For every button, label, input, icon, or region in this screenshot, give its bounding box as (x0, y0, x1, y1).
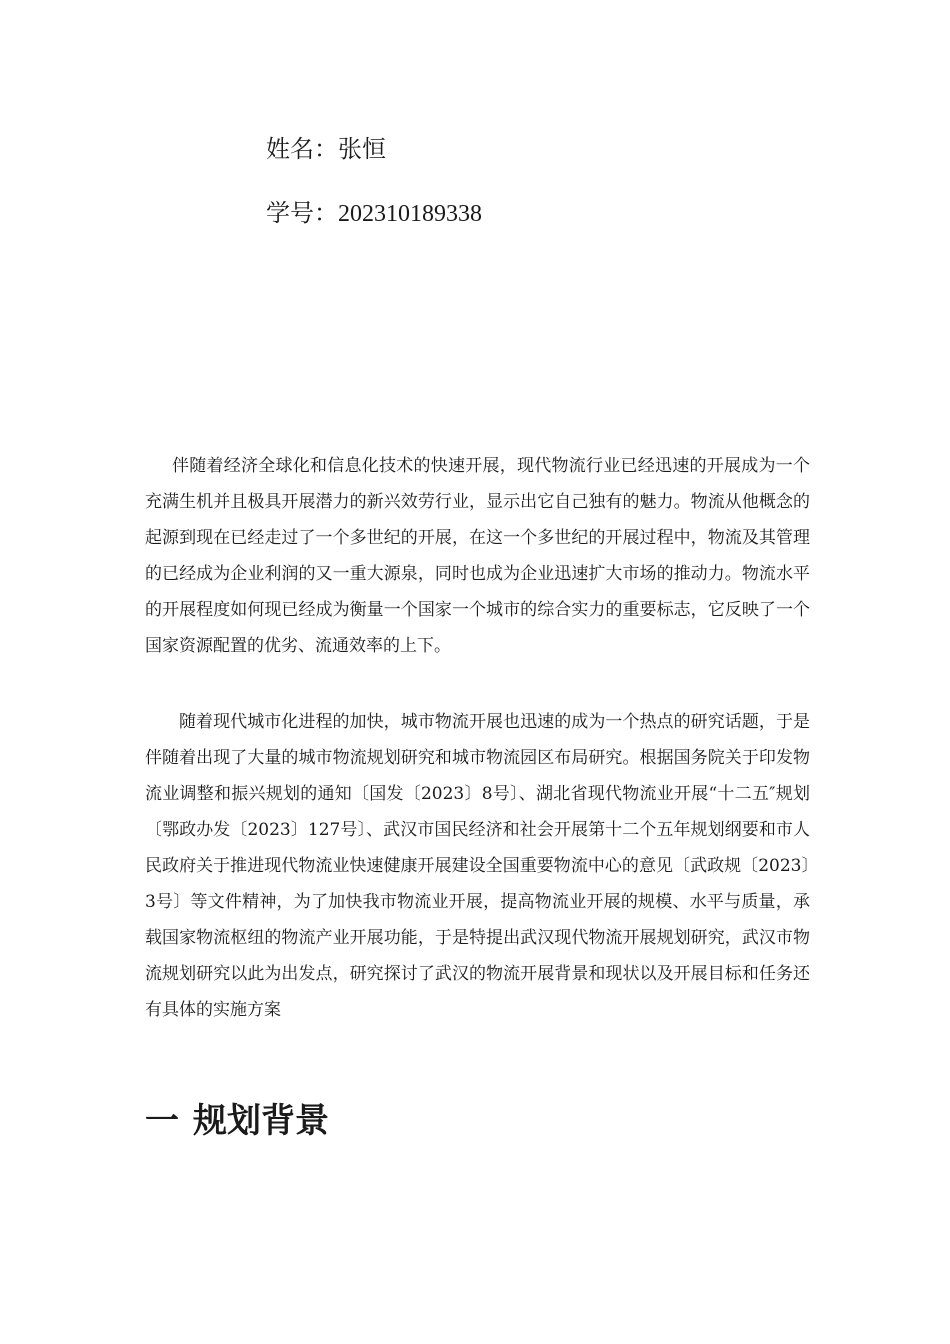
id-value: 202310189338 (338, 201, 482, 227)
paragraph-intro: 伴随着经济全球化和信息化技术的快速开展，现代物流行业已经迅速的开展成为一个充满生机并且极具开展潜力的新兴效劳行业，显示出它自己独有的魅力。物流从他概念的起源到现在已经走过了一个多世纪的开展，在这一个多世纪的开展过程中，物流及其管理的已经成为企业利润的又一重大源泉，同时也成为企业迅速扩大市场的推动力。物流水平的开展程度如何现已经成为衡量一个国家一个城市的综合实力的重要标志，它反映了一个国家资源配置的优劣、流通效率的上下。 (145, 456, 810, 656)
name-value: 张恒 (338, 135, 386, 163)
section-heading (145, 1098, 329, 1144)
student-id-line (266, 197, 482, 230)
student-name-line (266, 133, 386, 165)
name-label: 姓名： (266, 135, 338, 163)
section-title: 规划背景 (193, 1101, 329, 1141)
section-number: 一 (145, 1101, 179, 1141)
paragraph-background: 随着现代城市化进程的加快，城市物流开展也迅速的成为一个热点的研究话题，于是伴随着出现了大量的城市物流规划研究和城市物流园区布局研究。根据国务院关于印发物流业调整和振兴规划的通知〔国发〔2023〕8号〕、湖北省现代物流业开展“十二五″规划〔鄂政办发〔2023〕127号〕、武汉市国民经济和社会开展第十二个五年规划纲要和市人民政府关于推进现代物流业快速健康开展建设全国重要物流中心的意见〔武政规〔2023〕3号〕等文件精神，为了加快我市物流业开展，提高物流业开展的规模、水平与质量，承载国家物流枢纽的物流产业开展功能，于是特提出武汉现代物流开展规划研究，武汉市物流规划研究以此为出发点，研究探讨了武汉的物流开展背景和现状以及开展目标和任务还有具体的实施方案 (145, 712, 810, 1020)
id-label: 学号： (266, 199, 338, 227)
